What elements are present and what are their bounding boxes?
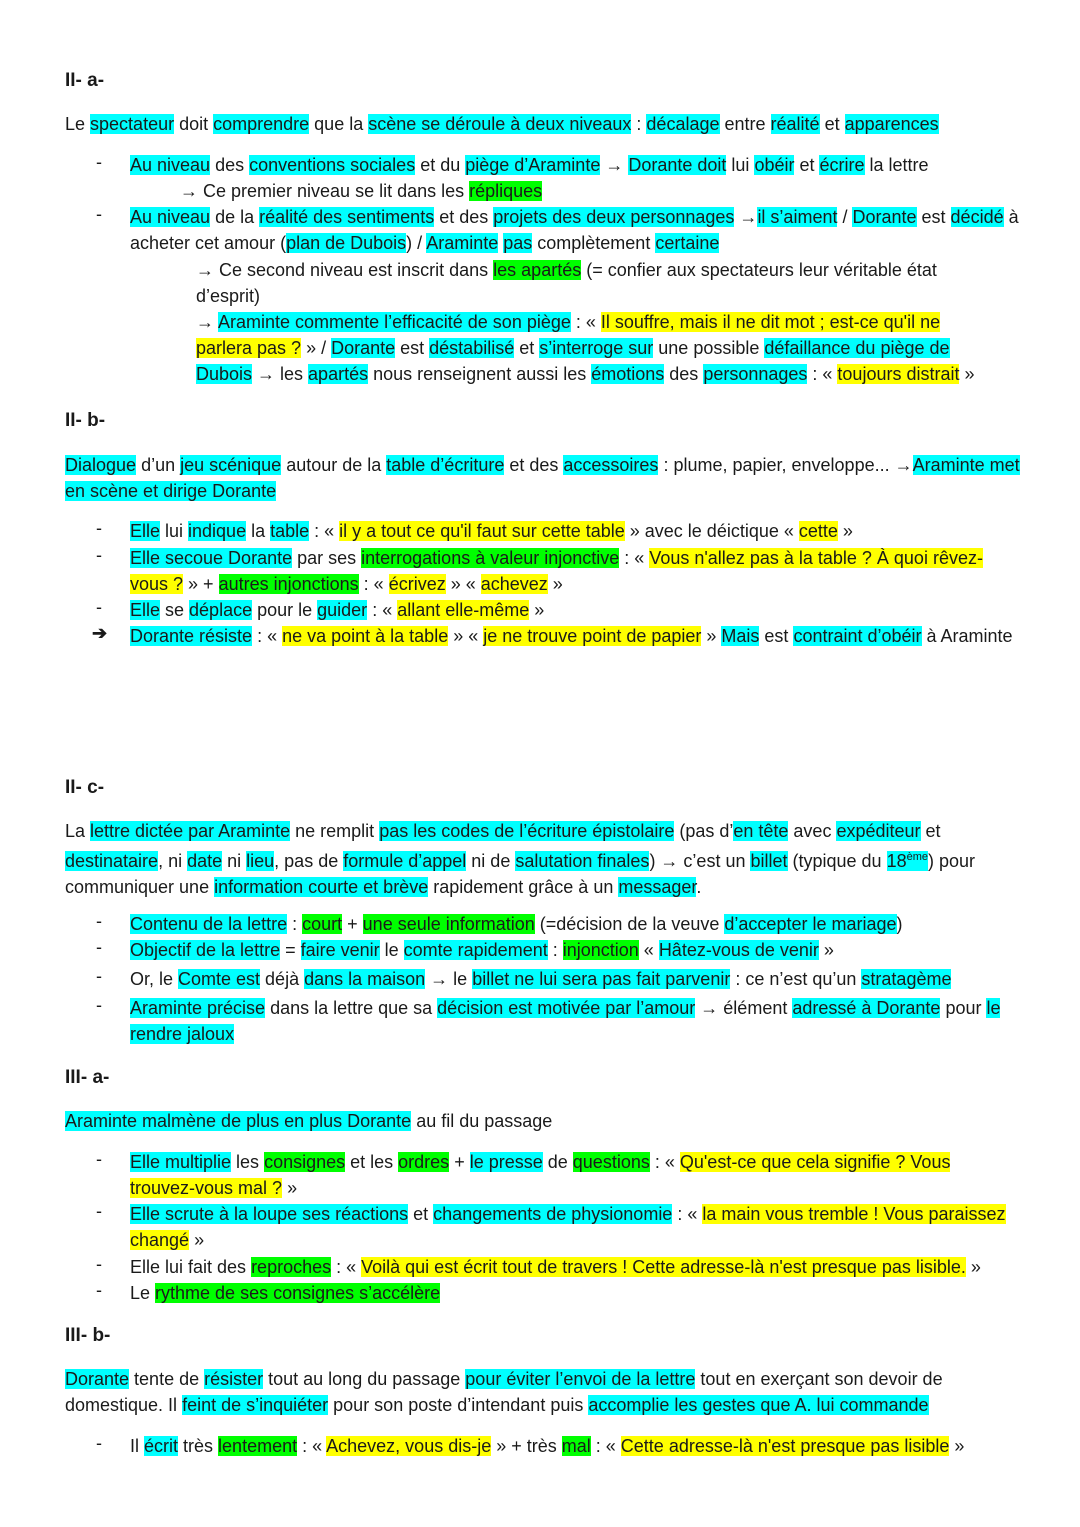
- highlighted-text: apparences: [844, 114, 939, 134]
- text-run: très: [178, 1436, 219, 1456]
- highlighted-text: scène se déroule à deux niveaux: [368, 114, 632, 134]
- text-run: et les: [345, 1152, 399, 1172]
- bullet-marker: -: [96, 966, 102, 986]
- highlighted-text: Mais: [721, 626, 760, 646]
- highlighted-text: Comte est: [178, 969, 261, 989]
- highlighted-text: déplace: [189, 600, 253, 620]
- text-run: les: [231, 1152, 265, 1172]
- highlighted-text: mal: [561, 1436, 591, 1456]
- text-run: , pas de: [274, 851, 344, 871]
- text-run: la lettre: [864, 155, 929, 175]
- highlighted-text: changements de physionomie: [433, 1204, 673, 1224]
- text-run: autour de la: [281, 455, 387, 475]
- section-heading: II- a-: [65, 70, 105, 91]
- list-item: [130, 911, 1020, 937]
- list-item: [130, 995, 1020, 1047]
- bullet-marker: -: [96, 1201, 102, 1221]
- text-run: → le: [425, 969, 473, 989]
- text-run: ni de: [466, 851, 516, 871]
- list-subitem: [180, 178, 980, 204]
- text-run: pour le: [252, 600, 318, 620]
- text-run: : «: [358, 574, 389, 594]
- text-run: : «: [297, 1436, 327, 1456]
- highlighted-text: une seule information: [362, 914, 535, 934]
- highlighted-text: en tête: [733, 821, 789, 841]
- text-run: et: [794, 155, 820, 175]
- text-run: ni: [222, 851, 247, 871]
- highlighted-text: billet: [750, 851, 788, 871]
- highlighted-text: toujours distrait: [837, 364, 960, 384]
- highlighted-text: contraint d’obéir: [793, 626, 922, 646]
- text-run: →: [196, 312, 219, 332]
- highlighted-text: feint de s’inquiéter: [182, 1395, 329, 1415]
- section-heading: II- b-: [65, 410, 106, 431]
- highlighted-text: décision est motivée par l’amour: [437, 998, 696, 1018]
- highlighted-text: émotions: [591, 364, 665, 384]
- highlighted-text: écrit: [144, 1436, 179, 1456]
- highlighted-text: répliques: [469, 181, 543, 201]
- text-run: Or, le: [130, 969, 179, 989]
- highlighted-text: réalité: [770, 114, 820, 134]
- highlighted-text: Objectif de la lettre: [130, 940, 281, 960]
- text-run: tente de: [129, 1369, 205, 1389]
- paragraph: [65, 818, 1025, 900]
- text-run: : «: [309, 521, 340, 541]
- text-run: ) /: [406, 233, 427, 253]
- highlighted-text: expéditeur: [836, 821, 921, 841]
- text-run: se: [160, 600, 190, 620]
- text-run: (pas d’: [674, 821, 734, 841]
- text-run: ne remplit: [290, 821, 380, 841]
- highlighted-text: s’interroge sur: [539, 338, 654, 358]
- highlighted-text: Araminte commente l’efficacité de son piège: [218, 312, 571, 332]
- highlighted-text: d’accepter le mariage: [724, 914, 897, 934]
- highlighted-text: jeu scénique: [180, 455, 282, 475]
- text-run: La: [65, 821, 91, 841]
- highlighted-text: Achevez, vous dis-je: [326, 1436, 492, 1456]
- highlighted-text: accomplie les gestes que A. lui commande: [588, 1395, 929, 1415]
- text-run: tout au long du passage: [263, 1369, 466, 1389]
- highlighted-text: lentement: [218, 1436, 298, 1456]
- text-run: »: [529, 600, 545, 620]
- text-run: : «: [367, 600, 398, 620]
- text-run: doit: [174, 114, 214, 134]
- text-run: des: [210, 155, 250, 175]
- highlighted-text: Au niveau: [130, 155, 211, 175]
- text-run: tout en exerçant son devoir de domestique. Il: [65, 1369, 943, 1415]
- text-run: » «: [445, 574, 481, 594]
- highlighted-text: consignes: [264, 1152, 346, 1172]
- arrow-icon: ➔: [92, 623, 108, 643]
- highlighted-text: table: [270, 521, 310, 541]
- highlighted-text: ne va point à la table: [282, 626, 449, 646]
- bullet-marker: -: [96, 1149, 102, 1169]
- text-run: et des: [434, 207, 494, 227]
- text-run: Le: [65, 114, 91, 134]
- highlighted-text: stratagème: [861, 969, 952, 989]
- text-run: de la: [210, 207, 260, 227]
- highlighted-text: piège d’Araminte: [465, 155, 601, 175]
- list-item: [130, 937, 1020, 963]
- highlighted-text: allant elle-même: [397, 600, 530, 620]
- text-run: → Ce second niveau est inscrit dans: [196, 260, 494, 280]
- paragraph: [65, 452, 1025, 504]
- list-item: [130, 152, 1020, 178]
- list-item: [130, 518, 1020, 544]
- text-run: → élément: [695, 998, 793, 1018]
- text-run: »: [949, 1436, 965, 1456]
- highlighted-text: autres injonctions: [218, 574, 359, 594]
- text-run: : «: [590, 1436, 621, 1456]
- bullet-marker: -: [96, 1254, 102, 1274]
- highlighted-text: 18ème: [886, 851, 928, 871]
- highlighted-text: accessoires: [563, 455, 659, 475]
- text-run: est: [916, 207, 951, 227]
- text-run: : «: [807, 364, 838, 384]
- highlighted-text: comte rapidement: [403, 940, 548, 960]
- highlighted-text: Araminte précise: [130, 998, 266, 1018]
- highlighted-text: rythme de ses consignes s’accélère: [155, 1283, 441, 1303]
- highlighted-text: Elle scrute à la loupe ses réactions: [130, 1204, 409, 1224]
- text-run: et: [819, 114, 845, 134]
- text-run: »: [965, 1257, 981, 1277]
- text-run: +: [449, 1152, 470, 1172]
- highlighted-text: interrogations à valeur injonctive: [361, 548, 620, 568]
- text-run: déjà: [260, 969, 305, 989]
- text-run: .: [696, 877, 702, 897]
- highlighted-text: il y a tout ce qu'il faut sur cette table: [339, 521, 625, 541]
- highlighted-text: Cette adresse-là n'est presque pas lisible: [620, 1436, 950, 1456]
- text-run: et: [408, 1204, 434, 1224]
- text-run: → les: [252, 364, 309, 384]
- highlighted-text: Dorante: [852, 207, 917, 227]
- highlighted-text: Vous n'allez pas à la table ? À quoi rêvez-vous ?: [130, 548, 983, 594]
- paragraph: [65, 111, 1025, 137]
- list-subitem: [196, 309, 996, 387]
- highlighted-text: ordres: [398, 1152, 450, 1172]
- highlighted-text: Hâtez-vous de venir: [658, 940, 819, 960]
- section-heading: III- a-: [65, 1067, 110, 1088]
- text-run: : «: [649, 1152, 680, 1172]
- highlighted-text: faire venir: [300, 940, 380, 960]
- highlighted-text: lettre dictée par Araminte: [90, 821, 291, 841]
- text-run: » /: [301, 338, 332, 358]
- list-item: [130, 1201, 1020, 1253]
- text-run: le: [379, 940, 404, 960]
- highlighted-text: achevez: [480, 574, 548, 594]
- text-run: «: [638, 940, 659, 960]
- list-item: [130, 623, 1020, 649]
- highlighted-text: billet ne lui sera pas fait parvenir: [472, 969, 731, 989]
- text-run: ) pour communiquer une: [65, 851, 976, 897]
- text-run: »: [282, 1178, 298, 1198]
- text-run: complètement: [532, 233, 656, 253]
- text-run: : «: [672, 1204, 703, 1224]
- text-run: nous renseignent aussi les: [368, 364, 592, 384]
- bullet-marker: -: [96, 204, 102, 224]
- text-run: +: [342, 914, 363, 934]
- highlighted-text: Qu'est-ce que cela signifie ? Vous trouvez-vous mal ?: [130, 1152, 951, 1198]
- highlighted-text: date: [187, 851, 223, 871]
- bullet-marker: -: [96, 545, 102, 565]
- highlighted-text: le rendre jaloux: [130, 998, 1001, 1044]
- highlighted-text: Araminte malmène de plus en plus Dorante: [65, 1111, 412, 1131]
- list-item: [130, 966, 1020, 992]
- highlighted-text: décidé: [950, 207, 1004, 227]
- highlighted-text: la main vous tremble ! Vous paraissez changé: [130, 1204, 1006, 1250]
- highlighted-text: Contenu de la lettre: [130, 914, 288, 934]
- text-run: Le: [130, 1283, 156, 1303]
- text-run: → Ce premier niveau se lit dans les: [180, 181, 470, 201]
- highlighted-text: Araminte met en scène et dirige Dorante: [65, 455, 1020, 501]
- paragraph: [65, 1108, 1025, 1134]
- text-run: est: [395, 338, 430, 358]
- text-run: la: [246, 521, 271, 541]
- bullet-marker: -: [96, 518, 102, 538]
- paragraph: [65, 1366, 1025, 1418]
- text-run: lui: [726, 155, 755, 175]
- list-item: [130, 545, 1020, 597]
- text-run: »: [547, 574, 563, 594]
- highlighted-text: il s’aiment: [757, 207, 838, 227]
- highlighted-text: défaillance du piège de Dubois: [196, 338, 950, 384]
- highlighted-text: plan de Dubois: [286, 233, 407, 253]
- section-heading: II- c-: [65, 777, 105, 798]
- text-run: : «: [331, 1257, 362, 1277]
- text-run: (=décision de la veuve: [534, 914, 725, 934]
- text-run: avec: [788, 821, 837, 841]
- text-run: »: [189, 1230, 205, 1250]
- text-run: →: [600, 155, 629, 175]
- highlighted-text: lieu: [246, 851, 275, 871]
- text-run: Il: [130, 1436, 145, 1456]
- highlighted-text: cette: [798, 521, 838, 541]
- highlighted-text: Araminte: [426, 233, 499, 253]
- highlighted-text: Dorante résiste: [130, 626, 253, 646]
- text-run: dans la lettre que sa: [265, 998, 438, 1018]
- text-run: :: [287, 914, 303, 934]
- highlighted-text: adressé à Dorante: [792, 998, 941, 1018]
- list-item: [130, 1433, 1020, 1459]
- bullet-marker: -: [96, 1433, 102, 1453]
- text-run: que la: [309, 114, 369, 134]
- highlighted-text: pas les codes de l’écriture épistolaire: [379, 821, 675, 841]
- highlighted-text: reproches: [251, 1257, 332, 1277]
- highlighted-text: résister: [204, 1369, 264, 1389]
- list-item: [130, 1280, 1020, 1306]
- highlighted-text: apartés: [308, 364, 369, 384]
- highlighted-text: décalage: [646, 114, 720, 134]
- highlighted-text: questions: [572, 1152, 650, 1172]
- highlighted-text: destinataire: [65, 851, 159, 871]
- highlighted-text: injonction: [562, 940, 639, 960]
- highlighted-text: réalité des sentiments: [259, 207, 435, 227]
- highlighted-text: information courte et brève: [214, 877, 429, 897]
- text-run: à Araminte: [921, 626, 1013, 646]
- highlighted-text: guider: [317, 600, 368, 620]
- bullet-marker: -: [96, 995, 102, 1015]
- highlighted-text: Elle: [130, 600, 161, 620]
- highlighted-text: Dorante: [331, 338, 396, 358]
- highlighted-text: je ne trouve point de papier: [483, 626, 702, 646]
- highlighted-text: écrivez: [388, 574, 446, 594]
- highlighted-text: messager: [618, 877, 697, 897]
- highlighted-text: écrire: [819, 155, 865, 175]
- bullet-marker: -: [96, 597, 102, 617]
- highlighted-text: certaine: [655, 233, 720, 253]
- highlighted-text: Voilà qui est écrit tout de travers ! Cette adresse-là n'est presque pas lisible.: [361, 1257, 966, 1277]
- text-run: » avec le déictique «: [624, 521, 799, 541]
- highlighted-text: Au niveau: [130, 207, 211, 227]
- highlighted-text: Dorante doit: [628, 155, 727, 175]
- list-item: [130, 204, 1020, 256]
- text-run: entre: [719, 114, 771, 134]
- highlighted-text: pour éviter l’envoi de la lettre: [465, 1369, 696, 1389]
- highlighted-text: les apartés: [493, 260, 582, 280]
- text-run: au fil du passage: [411, 1111, 553, 1131]
- text-run: : «: [570, 312, 601, 332]
- text-run: rapidement grâce à un: [428, 877, 619, 897]
- text-run: :: [631, 114, 647, 134]
- text-run: »: [837, 521, 853, 541]
- text-run: : ce n’est qu’un: [730, 969, 862, 989]
- text-run: »: [818, 940, 834, 960]
- highlighted-text: déstabilisé: [429, 338, 515, 358]
- highlighted-text: spectateur: [90, 114, 175, 134]
- section-heading: III- b-: [65, 1325, 111, 1346]
- text-run: d’un: [136, 455, 181, 475]
- text-run: pour son poste d’intendant puis: [328, 1395, 589, 1415]
- highlighted-text: Elle multiplie: [130, 1152, 232, 1172]
- text-run: une possible: [653, 338, 765, 358]
- list-item: [130, 1149, 1020, 1201]
- text-run: :: [547, 940, 563, 960]
- highlighted-text: indique: [188, 521, 247, 541]
- bullet-marker: -: [96, 1280, 102, 1300]
- highlighted-text: Dorante: [65, 1369, 130, 1389]
- text-run: lui: [160, 521, 189, 541]
- highlighted-text: projets des deux personnages: [493, 207, 735, 227]
- text-run: et du: [415, 155, 466, 175]
- highlighted-text: Elle secoue Dorante: [130, 548, 293, 568]
- highlighted-text: table d’écriture: [386, 455, 505, 475]
- text-run: est: [759, 626, 794, 646]
- text-run: à acheter cet amour (: [130, 207, 1019, 253]
- list-item: [130, 1254, 1020, 1280]
- text-run: →: [734, 207, 758, 227]
- text-run: par ses: [292, 548, 362, 568]
- text-run: » +: [183, 574, 219, 594]
- bullet-marker: -: [96, 937, 102, 957]
- text-run: Elle lui fait des: [130, 1257, 252, 1277]
- highlighted-text: comprendre: [213, 114, 310, 134]
- text-run: pour: [940, 998, 987, 1018]
- bullet-marker: -: [96, 152, 102, 172]
- text-run: : plume, papier, enveloppe... →: [658, 455, 913, 475]
- bullet-marker: -: [96, 911, 102, 931]
- text-run: et des: [504, 455, 564, 475]
- text-run: : «: [252, 626, 283, 646]
- list-item: [130, 597, 1020, 623]
- text-run: , ni: [158, 851, 188, 871]
- text-run: de: [542, 1152, 573, 1172]
- highlighted-text: salutation finales: [515, 851, 650, 871]
- text-run: et: [920, 821, 941, 841]
- text-run: et: [514, 338, 540, 358]
- text-run: ) → c’est un: [649, 851, 751, 871]
- text-run: »: [959, 364, 975, 384]
- list-subitem: [196, 257, 996, 309]
- text-run: =: [280, 940, 301, 960]
- highlighted-text: personnages: [703, 364, 808, 384]
- text-run: (typique du: [787, 851, 887, 871]
- text-run: » + très: [491, 1436, 562, 1456]
- highlighted-text: Dialogue: [65, 455, 137, 475]
- highlighted-text: Il souffre, mais il ne dit mot ; est-ce qu'il ne parlera pas ?: [196, 312, 941, 358]
- highlighted-text: obéir: [754, 155, 795, 175]
- text-run: : «: [619, 548, 650, 568]
- highlighted-text: Elle: [130, 521, 161, 541]
- highlighted-text: conventions sociales: [249, 155, 416, 175]
- highlighted-text: le presse: [469, 1152, 543, 1172]
- text-run: des: [664, 364, 704, 384]
- text-run: /: [837, 207, 853, 227]
- text-run: » «: [448, 626, 484, 646]
- highlighted-text: pas: [503, 233, 533, 253]
- text-run: ): [896, 914, 903, 934]
- highlighted-text: formule d’appel: [343, 851, 467, 871]
- highlighted-text: court: [302, 914, 343, 934]
- text-run: (= confier aux spectateurs leur véritable état d’esprit): [196, 260, 937, 306]
- highlighted-text: dans la maison: [304, 969, 426, 989]
- text-run: »: [701, 626, 722, 646]
